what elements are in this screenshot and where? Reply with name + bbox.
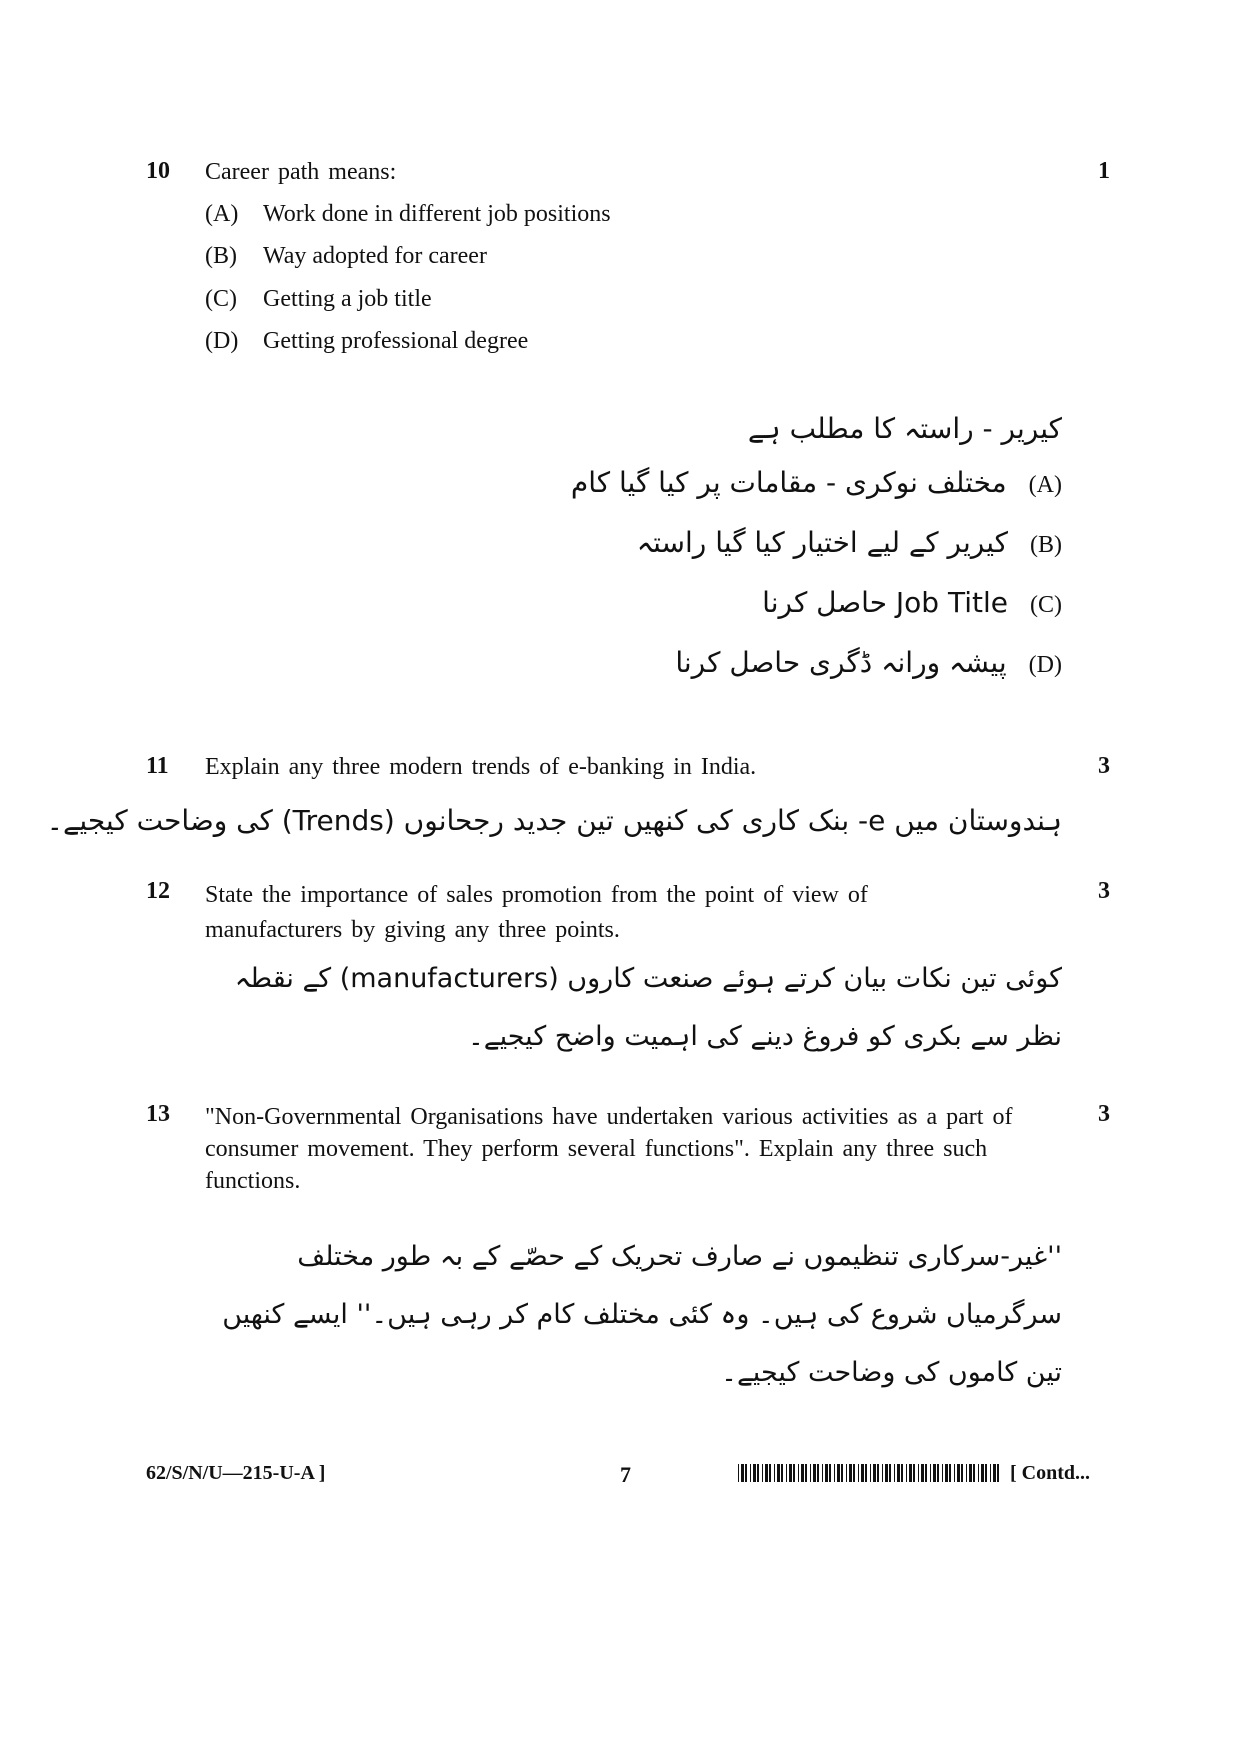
urdu-option-d: (D)پیشہ ورانہ ڈگری حاصل کرنا (675, 646, 1062, 679)
continued-label: [ Contd... (1010, 1462, 1091, 1484)
marks: 3 (1098, 753, 1110, 779)
question-text: Explain any three modern trends of e-banking in India. (205, 754, 757, 780)
barcode-icon (738, 1464, 1000, 1482)
option-d: (D) Getting professional degree (205, 328, 529, 354)
marks: 1 (1098, 158, 1110, 184)
question-number: 13 (146, 1101, 170, 1127)
urdu-question-text: ہندوستان میں e- بنک کاری کی کنھیں تین جدید رجحانوں (Trends) کی وضاحت کیجیے۔ (46, 804, 1062, 837)
option-a: (A) Work done in different job positions (205, 201, 611, 227)
urdu-option-a: (A)مختلف نوکری - مقامات پر کیا گیا کام (570, 466, 1062, 499)
question-number: 10 (146, 158, 170, 184)
urdu-question-text: ''غیر-سرکاری تنظیموں نے صارف تحریک کے حصّے کے بہ طور مختلف سرگرمیاں شروع کی ہیں۔ وہ کئی مختلف کام کر رہی ہیں۔'' ایسے کنھیں تین کاموں کی وضاحت کیجیے۔ (222, 1241, 1062, 1388)
page-number: 7 (620, 1462, 631, 1487)
urdu-question-text: کوئی تین نکات بیان کرتے ہوئے صنعت کاروں (manufacturers) کے نقطہ نظر سے بکری کو فروغ دینے کی اہمیت واضح کیجیے۔ (234, 963, 1062, 1052)
urdu-option-c: (C)Job Title حاصل کرنا (762, 586, 1062, 619)
option-c: (C) Getting a job title (205, 286, 432, 312)
question-text: State the importance of sales promotion from the point of view of manufacturers by giving any three points. (205, 882, 868, 943)
marks: 3 (1098, 1101, 1110, 1127)
question-text: Career path means: (205, 159, 397, 185)
paper-code: 62/S/N/U—215-U-A ] (146, 1462, 326, 1484)
urdu-question-text: کیریر - راستہ کا مطلب ہے (747, 412, 1062, 445)
marks: 3 (1098, 878, 1110, 904)
question-number: 12 (146, 878, 170, 904)
question-text: "Non-Governmental Organisations have undertaken various activities as a part of consumer movement. They perform several functions". Explain any three such functions. (205, 1104, 1013, 1194)
urdu-option-b: (B)کیریر کے لیے اختیار کیا گیا راستہ (636, 526, 1062, 559)
question-number: 11 (146, 753, 169, 779)
option-b: (B) Way adopted for career (205, 243, 487, 269)
